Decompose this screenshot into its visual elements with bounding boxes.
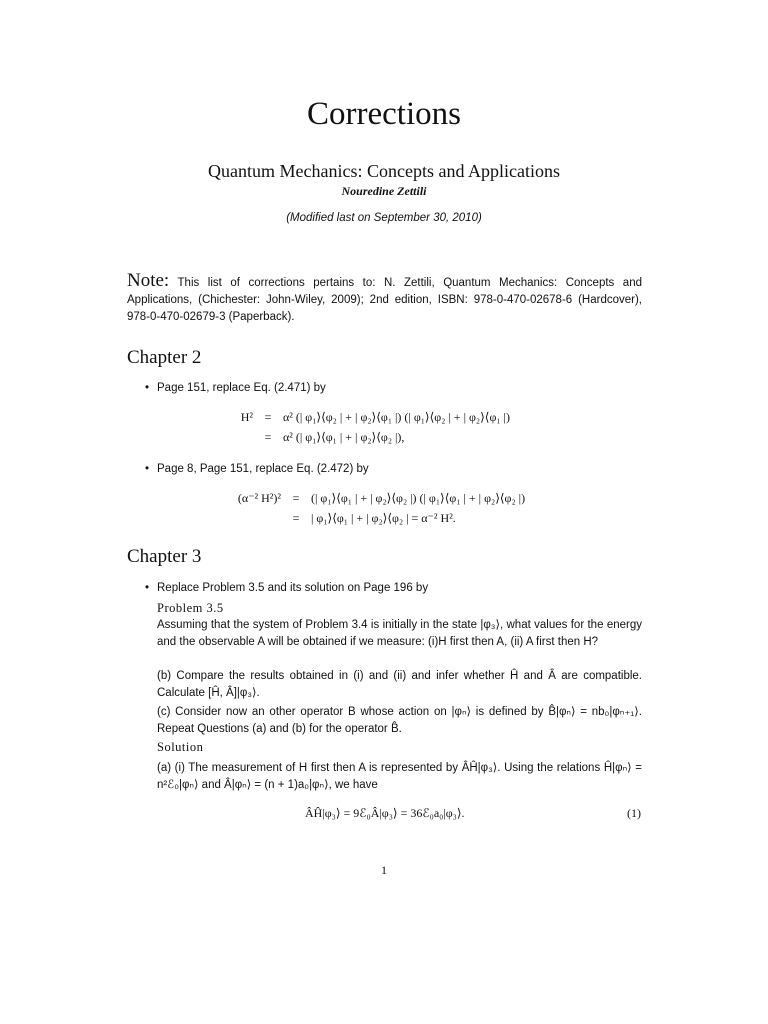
eq-lhs: (α⁻² H²)² <box>237 491 281 505</box>
eq-rhs: α² (| φ₁⟩⟨φ₂ | + | φ₂⟩⟨φ₁ |) (| φ₁⟩⟨φ₂ | + | φ₂⟩⟨φ₁ |) <box>283 410 510 424</box>
eq-lhs: H² <box>240 410 253 424</box>
list-item <box>145 463 369 475</box>
problem-part-c: (c) Consider now an other operator B whose action on |φₙ⟩ is defined by B̂|φₙ⟩ = nb₀|φₙ₊₁⟩. Repeat Questions (a) and (b) for the operator B̂. <box>157 706 642 735</box>
solution-part-a: (a) (i) The measurement of H first then A is represented by ÂĤ|φ₃⟩. Using the relations Ĥ|φₙ⟩ = n²ℰ₀|φₙ⟩ and Â|φₙ⟩ = (n + 1)a₀|φₙ⟩, we have <box>157 762 642 791</box>
equation-1: ÂĤ|φ₃⟩ = 9ℰ₀Â|φ₃⟩ = 36ℰ₀a₀|φ₃⟩. <box>305 806 465 820</box>
modified-date: (Modified last on September 30, 2010) <box>286 212 482 224</box>
eq-rhs: | φ₁⟩⟨φ₁ | + | φ₂⟩⟨φ₂ | = α⁻² H². <box>311 511 456 525</box>
eq-rhs: α² (| φ₁⟩⟨φ₁ | + | φ₂⟩⟨φ₂ |), <box>283 430 405 444</box>
eq-relation: = <box>292 491 300 505</box>
eq-relation: = <box>292 511 300 525</box>
list-item <box>145 582 428 594</box>
author-name: Nouredine Zettili <box>341 184 427 198</box>
list-item <box>145 382 326 394</box>
page-title: Corrections <box>307 96 461 132</box>
problem-heading: Problem 3.5 <box>157 601 224 615</box>
equation-2-472-line-1 <box>215 491 525 506</box>
item-text: Page 8, Page 151, replace Eq. (2.472) by <box>157 463 369 475</box>
book-subtitle: Quantum Mechanics: Concepts and Applications <box>208 161 560 181</box>
eq-relation: = <box>264 410 272 424</box>
eq-rhs: (| φ₁⟩⟨φ₁ | + | φ₂⟩⟨φ₂ |) (| φ₁⟩⟨φ₁ | + | φ₂⟩⟨φ₂ |) <box>311 491 526 505</box>
note-text: This list of corrections pertains to: N. Zettili, Quantum Mechanics: Concepts and Applications, (Chichester: John-Wiley, 2009); 2nd edition, ISBN: 978-0-470-02678-6 (Hardcover), 978-0-470-02679-3 (Paperback). <box>127 277 642 323</box>
bullet-icon: • <box>145 582 150 594</box>
chapter-3-heading: Chapter 3 <box>127 546 202 567</box>
problem-part-a: Assuming that the system of Problem 3.4 is initially in the state |φ₃⟩, what values for the energy and the observable A will be obtained if we measure: (i)H first then A, (ii) A first then H? <box>157 619 642 648</box>
equation-2-471-line-1 <box>225 410 510 425</box>
note-paragraph <box>127 272 642 326</box>
item-text: Page 151, replace Eq. (2.471) by <box>157 382 326 394</box>
bullet-icon: • <box>145 463 150 475</box>
note-label: Note: <box>127 270 170 291</box>
bullet-icon: • <box>145 382 150 394</box>
chapter-2-heading: Chapter 2 <box>127 347 202 368</box>
equation-2-471-line-2 <box>225 430 404 445</box>
equation-2-472-line-2 <box>215 511 456 526</box>
problem-part-b: (b) Compare the results obtained in (i) and (ii) and infer whether Ĥ and Â are compatible. Calculate [Ĥ, Â]|φ₃⟩. <box>157 670 642 699</box>
equation-number: (1) <box>627 806 641 820</box>
solution-heading: Solution <box>157 740 204 754</box>
item-text: Replace Problem 3.5 and its solution on Page 196 by <box>157 582 429 594</box>
eq-relation: = <box>264 430 272 444</box>
page-number: 1 <box>381 863 387 877</box>
